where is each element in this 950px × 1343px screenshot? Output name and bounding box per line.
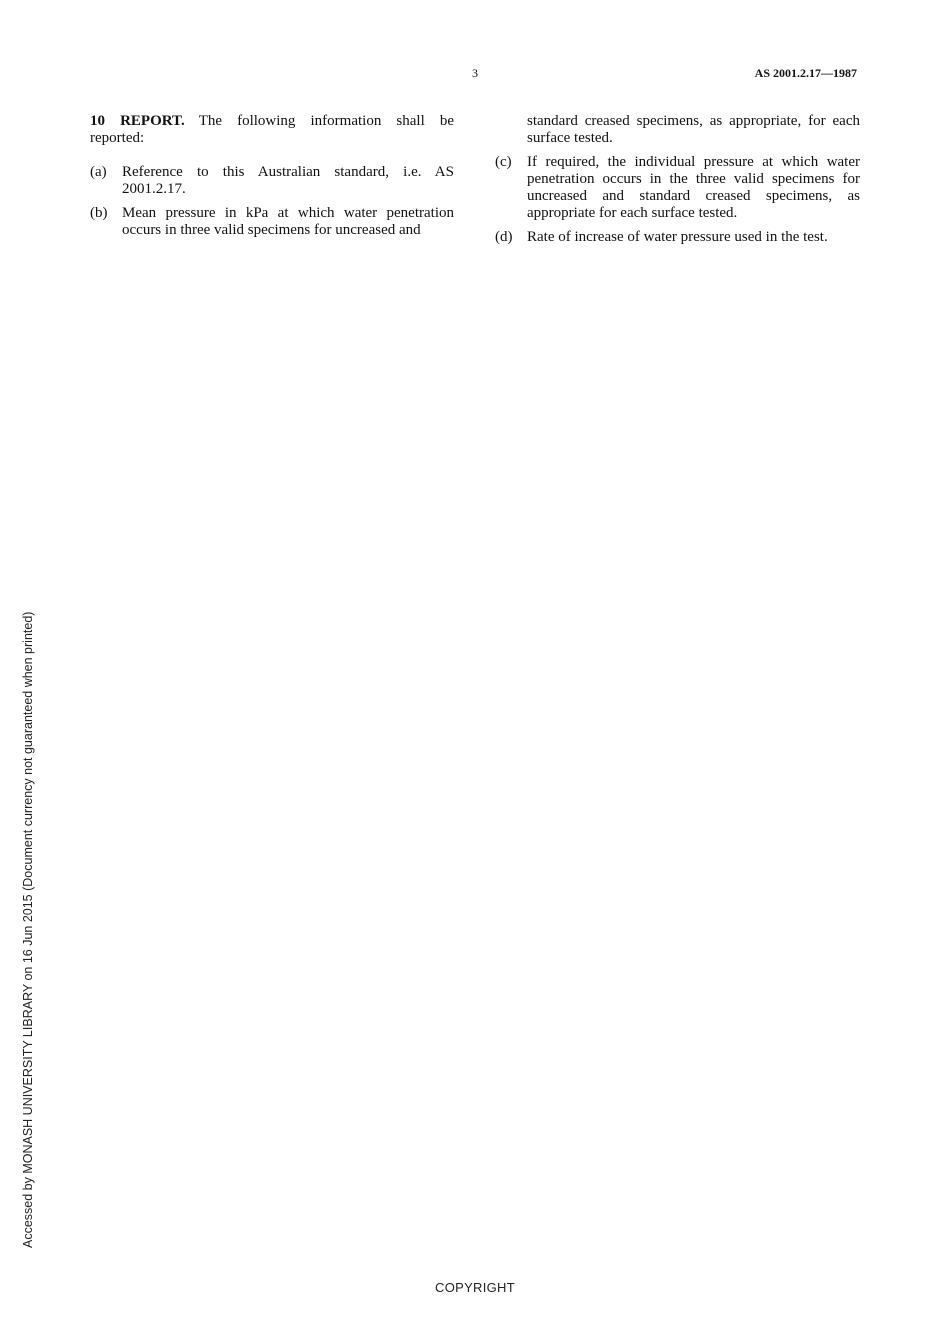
access-notice: Accessed by MONASH UNIVERSITY LIBRARY on 16 Jun 2015 (Document currency not guaranteed when printed): [21, 611, 35, 1248]
list-item-a: [90, 164, 454, 198]
item-text: If required, the individual pressure at which water penetration occurs in the three valid specimens for uncreased and standard creased specimens, as appropriate for each surface tested.: [527, 154, 860, 221]
item-marker: (b): [90, 205, 108, 221]
document-id: AS 2001.2.17—1987: [754, 66, 857, 80]
item-marker: (d): [495, 229, 513, 245]
right-column: [495, 113, 860, 253]
list-item-d: [495, 229, 860, 246]
item-text: Reference to this Australian standard, i.e. AS 2001.2.17.: [122, 164, 454, 197]
section-intro: [90, 113, 454, 147]
list-item-b-continuation: standard creased specimens, as appropriate, for each surface tested.: [527, 113, 860, 146]
list-item-b: [90, 205, 454, 239]
item-marker: (c): [495, 154, 512, 170]
copyright-footer: COPYRIGHT: [435, 1280, 515, 1295]
left-column: [90, 113, 454, 246]
page-number: 3: [472, 66, 478, 80]
section-heading: 10 REPORT.: [90, 113, 185, 129]
item-text: Rate of increase of water pressure used in the test.: [527, 229, 828, 245]
item-text: Mean pressure in kPa at which water penetration occurs in three valid specimens for uncreased and: [122, 205, 454, 238]
section-intro-text: The following information shall be reported:: [90, 113, 454, 146]
item-marker: (a): [90, 164, 107, 180]
list-item-c: [495, 154, 860, 222]
